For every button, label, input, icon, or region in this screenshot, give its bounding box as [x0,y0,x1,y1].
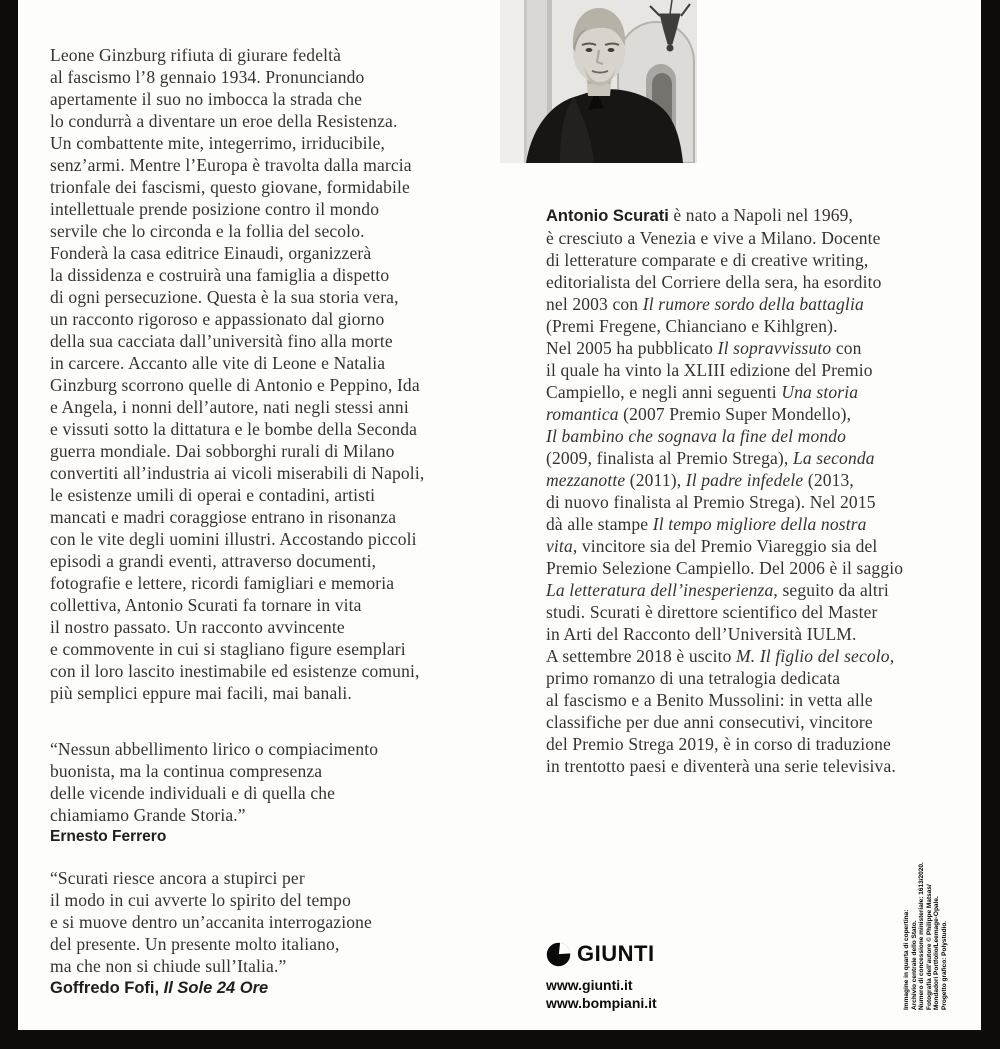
text-line: con il loro lascito inestimabile ed esistenze comuni, [50,661,420,681]
text-line [546,403,903,425]
text-line [546,447,903,469]
text-line [546,689,903,711]
text-line: lo condurrà a diventare un eroe della Resistenza. [50,111,398,131]
text-run: di nuovo finalista al Premio Strega). Nel 2015 [546,492,876,512]
publisher-name: GIUNTI [577,941,655,966]
text-line: mancati e madri coraggiose entrano in risonanza [50,507,397,527]
text-line [546,469,903,491]
text-run: è cresciuto a Venezia e vive a Milano. Docente [546,228,881,248]
text-run: A settembre 2018 è uscito [546,646,737,666]
text-line: servile che lo circonda e la follia del secolo. [50,221,365,241]
text-run: (2007 Premio Super Mondello), [618,404,852,424]
photo-credits [903,860,948,1010]
text-run: (2009, finalista al Premio Strega), [546,448,793,468]
text-line: apertamente il suo no imbocca la strada che [50,89,363,109]
publisher-logo [546,941,657,967]
text-line: “Scurati riesce ancora a stupirci per [50,868,305,888]
text-line [546,733,903,755]
text-line: in carcere. Accanto alle vite di Leone e Natalia [50,353,386,373]
text-run: con [831,338,862,358]
text-line [546,359,903,381]
text-line: la dissidenza e costruirà una famiglia a dispetto [50,265,390,285]
text-run: studi. Scurati è direttore scientifico del Master [546,602,878,622]
url-bompiani: www.bompiani.it [546,995,657,1011]
text-line: di ogni persecuzione. Questa è la sua storia vera, [50,287,399,307]
text-run: Il tempo migliore della nostra [652,514,867,534]
text-run: , seguito da altri [773,580,889,600]
text-run: mezzanotte [546,470,626,490]
text-line [546,711,903,733]
frame-right [981,0,1000,1049]
text-line: Leone Ginzburg rifiuta di giurare fedeltà [50,45,342,65]
text-line: del presente. Un presente molto italiano, [50,934,340,954]
text-line [546,513,903,535]
text-line: collettiva, Antonio Scurati fa tornare in vita [50,595,362,615]
text-line [546,535,903,557]
text-line [546,491,903,513]
author-photo [500,0,697,163]
publisher-urls [546,976,657,1012]
text-line [546,204,903,227]
text-run: di letterature comparate e di creative writing, [546,250,869,270]
text-line: senz’armi. Mentre l’Europa è travolta dalla marcia [50,155,412,175]
text-run: Il Sole 24 Ore [163,979,269,997]
text-run: Il padre infedele [685,470,804,490]
text-line: Ginzburg scorrono quelle di Antonio e Peppino, Ida [50,375,420,395]
text-run: La seconda [792,448,875,468]
text-line: Archivio centrale dello Stato. [910,920,918,1010]
text-line: il modo in cui avverte lo spirito del tempo [50,890,351,910]
text-line: convertiti all’industria ai vicoli miserabili di Napoli, [50,463,425,483]
text-run: Il rumore sordo della battaglia [642,294,864,314]
text-line: con le vite degli uomini illustri. Accostando piccoli [50,529,417,549]
text-line: intellettuale prende posizione contro il mondo [50,199,380,219]
text-line [546,337,903,359]
text-line [546,315,903,337]
text-run: in trentotto paesi e diventerà una serie televisiva. [546,756,896,776]
text-line: fotografie e lettere, ricordi famigliari e memoria [50,573,395,593]
quote-ferrero-text [50,738,378,826]
text-run: (Premi Fregene, Chianciano e Kihlgren). [546,316,838,336]
frame-left [0,0,18,1049]
text-run: romantica [546,404,619,424]
quote-fofi-text [50,867,372,977]
text-line: Mondadori Portfolio/Leemage-Opale. [933,896,940,1010]
text-run: nel 2003 con [546,294,643,314]
text-line [546,227,903,249]
quote-ferrero [50,738,378,848]
text-line [546,645,903,667]
text-line: Progetto grafico: Polystudio. [940,920,948,1010]
text-run: Campiello, e negli anni seguenti [546,382,782,402]
text-line: chiamiamo Grande Storia.” [50,805,246,825]
text-line: della sua cacciata dall’università fino alla morte [50,331,393,351]
text-line: un racconto rigoroso e appassionato dal giorno [50,309,385,329]
text-line: Immagine in quarta di copertina: [903,909,910,1010]
text-line [546,579,903,601]
text-run: editorialista del Corriere della sera, ha esordito [546,272,882,292]
quote-fofi-attribution [50,977,372,1000]
text-line: le esistenze umili di operai e contadini, artisti [50,485,376,505]
author-bio [546,204,903,777]
quote-fofi [50,867,372,1000]
text-run: , [889,646,895,666]
publisher-block [546,941,657,1012]
frame-bottom [0,1030,1000,1049]
text-run: classifiche per due anni consecutivi, vincitore [546,712,873,732]
text-line [546,271,903,293]
text-line [546,623,903,645]
text-line: il nostro passato. Un racconto avvincente [50,617,345,637]
text-line [546,601,903,623]
text-run: del Premio Strega 2019, è in corso di traduzione [546,734,891,754]
text-run: dà alle stampe [546,514,653,534]
text-line: e Angela, i nonni dell’autore, nati negli stessi anni [50,397,409,417]
url-giunti: www.giunti.it [546,977,633,993]
text-line: “Nessun abbellimento lirico o compiacimento [50,739,379,759]
text-run: Il sopravvissuto [717,338,832,358]
text-line: Un combattente mite, integerrimo, irriducibile, [50,133,386,153]
quote-ferrero-attribution: Ernesto Ferrero [50,828,167,845]
text-run: Goffredo Fofi, [50,979,164,997]
text-line: delle vicende individuali e di quella che [50,783,336,803]
text-line: e vissuti sotto la dittatura e le bombe della Seconda [50,419,418,439]
giunti-logo-icon [546,942,571,967]
text-line: ma che non si chiude sull’Italia.” [50,956,287,976]
text-run: Premio Selezione Campiello. Del 2006 è il saggio [546,558,904,578]
intro-paragraph [50,44,424,704]
text-line [546,755,903,777]
text-line [546,425,903,447]
text-run: il quale ha vinto la XLIII edizione del Premio [546,360,873,380]
text-run: M. Il figlio del secolo [736,646,890,666]
text-line: trionfale dei fascismi, questo giovane, formidabile [50,177,410,197]
text-line: al fascismo l’8 gennaio 1934. Pronunciando [50,67,365,87]
text-run: La letteratura dell’inesperienza [546,580,774,600]
text-run: Nel 2005 ha pubblicato [546,338,718,358]
text-run: Il bambino che sognava la fine del mondo [546,426,847,446]
text-run: Una storia [781,382,859,402]
text-line [546,557,903,579]
text-run: al fascismo e a Benito Mussolini: in vetta alle [546,690,873,710]
text-run: , vincitore sia del Premio Viareggio sia del [572,536,878,556]
text-line: più semplici eppure mai facili, mai banali. [50,683,352,703]
text-run: vita [546,536,573,556]
text-line: Numero di concessione ministeriale: 1613/2020. [918,862,925,1010]
text-line: e commovente in cui si stagliano figure esemplari [50,639,406,659]
text-line: episodi a grandi eventi, attraverso documenti, [50,551,377,571]
text-run: primo romanzo di una tetralogia dedicata [546,668,841,688]
text-line: Fonderà la casa editrice Einaudi, organizzerà [50,243,372,263]
text-line: guerra mondiale. Dai sobborghi rurali di Milano [50,441,395,461]
text-line [546,249,903,271]
text-line: Fotografia dell’autore © Philippe Matsas/ [925,884,933,1010]
text-line [546,381,903,403]
text-line: e si muove dentro un’accanita interrogazione [50,912,372,932]
text-line: buonista, ma la continua compresenza [50,761,323,781]
text-run: (2013, [803,470,854,490]
text-run: (2011), [625,470,686,490]
text-line [546,293,903,315]
text-line [546,667,903,689]
text-run: in Arti del Racconto dell’Università IULM. [546,624,857,644]
text-run: è nato a Napoli nel 1969, [668,205,854,225]
text-run: Antonio Scurati [546,207,669,225]
